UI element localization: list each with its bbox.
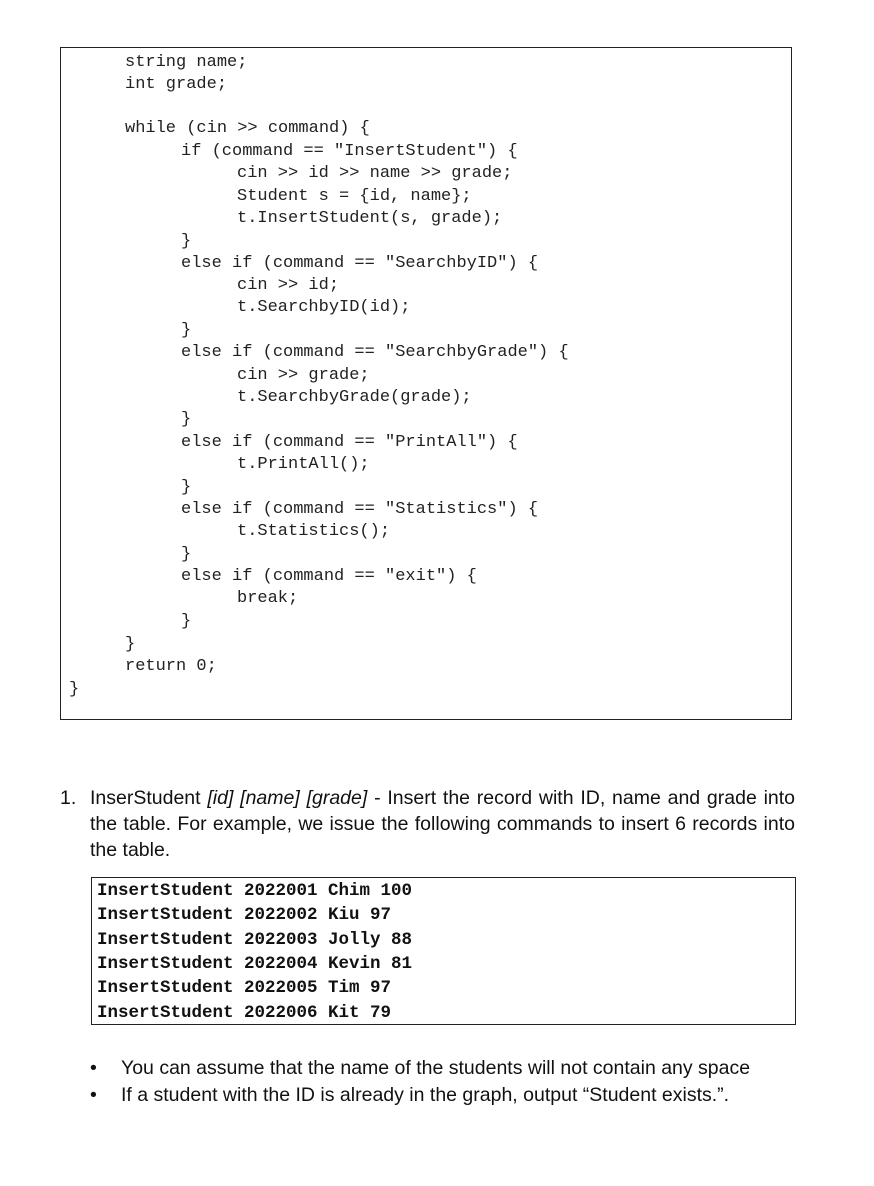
bullet-text: If a student with the ID is already in the graph, output “Student exists.”. [121, 1084, 730, 1106]
item-description [90, 785, 795, 863]
command-line: InsertStudent 2022002 Kiu 97 [97, 905, 392, 925]
code-line: else if (command == "SearchbyGrade") { [181, 343, 569, 362]
code-line: t.InsertStudent(s, grade); [237, 209, 503, 228]
description-text: - Insert the record with ID, name and grade into the table. For example, we issue the following commands to insert 6 records into the table. [90, 787, 796, 861]
code-line: int grade; [125, 75, 228, 94]
code-line: if (command == "InsertStudent") { [181, 142, 518, 161]
bullet-dot-icon: • [90, 1057, 97, 1079]
code-line: t.SearchbyID(id); [237, 298, 411, 317]
code-line: else if (command == "SearchbyID") { [181, 254, 539, 273]
code-line: } [181, 478, 192, 497]
command-name: InserStudent [90, 787, 201, 809]
code-line: else if (command == "PrintAll") { [181, 433, 518, 452]
code-line: break; [237, 589, 299, 608]
code-line: } [181, 232, 192, 251]
command-line: InsertStudent 2022006 Kit 79 [97, 1003, 392, 1023]
command-line: InsertStudent 2022005 Tim 97 [97, 978, 392, 998]
command-line: InsertStudent 2022004 Kevin 81 [97, 954, 413, 974]
code-line: Student s = {id, name}; [237, 187, 472, 206]
example-commands-block [91, 877, 796, 1025]
bullet-dot-icon: • [90, 1084, 97, 1106]
code-line: cin >> id; [237, 276, 340, 295]
command-params: [id] [name] [grade] [207, 787, 368, 809]
code-line: cin >> grade; [237, 366, 370, 385]
code-line: else if (command == "exit") { [181, 567, 477, 586]
bullet-item [90, 1082, 810, 1109]
bullet-item [90, 1055, 810, 1082]
bullet-list [90, 1055, 810, 1109]
code-line: } [181, 321, 192, 340]
command-line: InsertStudent 2022001 Chim 100 [97, 881, 413, 901]
code-line: t.Statistics(); [237, 522, 391, 541]
code-line: } [181, 612, 192, 631]
code-line: t.PrintAll(); [237, 455, 370, 474]
code-line: string name; [125, 53, 248, 72]
code-line: cin >> id >> name >> grade; [237, 164, 513, 183]
code-line: else if (command == "Statistics") { [181, 500, 539, 519]
command-line: InsertStudent 2022003 Jolly 88 [97, 930, 413, 950]
list-number: 1. [60, 787, 77, 809]
bullet-text: You can assume that the name of the students will not contain any space [121, 1057, 751, 1079]
code-line: } [181, 545, 192, 564]
code-line: } [125, 635, 136, 654]
code-line: while (cin >> command) { [125, 119, 370, 138]
code-line: } [181, 410, 192, 429]
code-block [60, 47, 792, 720]
code-line: } [69, 680, 80, 699]
code-line: return 0; [125, 657, 217, 676]
code-line: t.SearchbyGrade(grade); [237, 388, 472, 407]
